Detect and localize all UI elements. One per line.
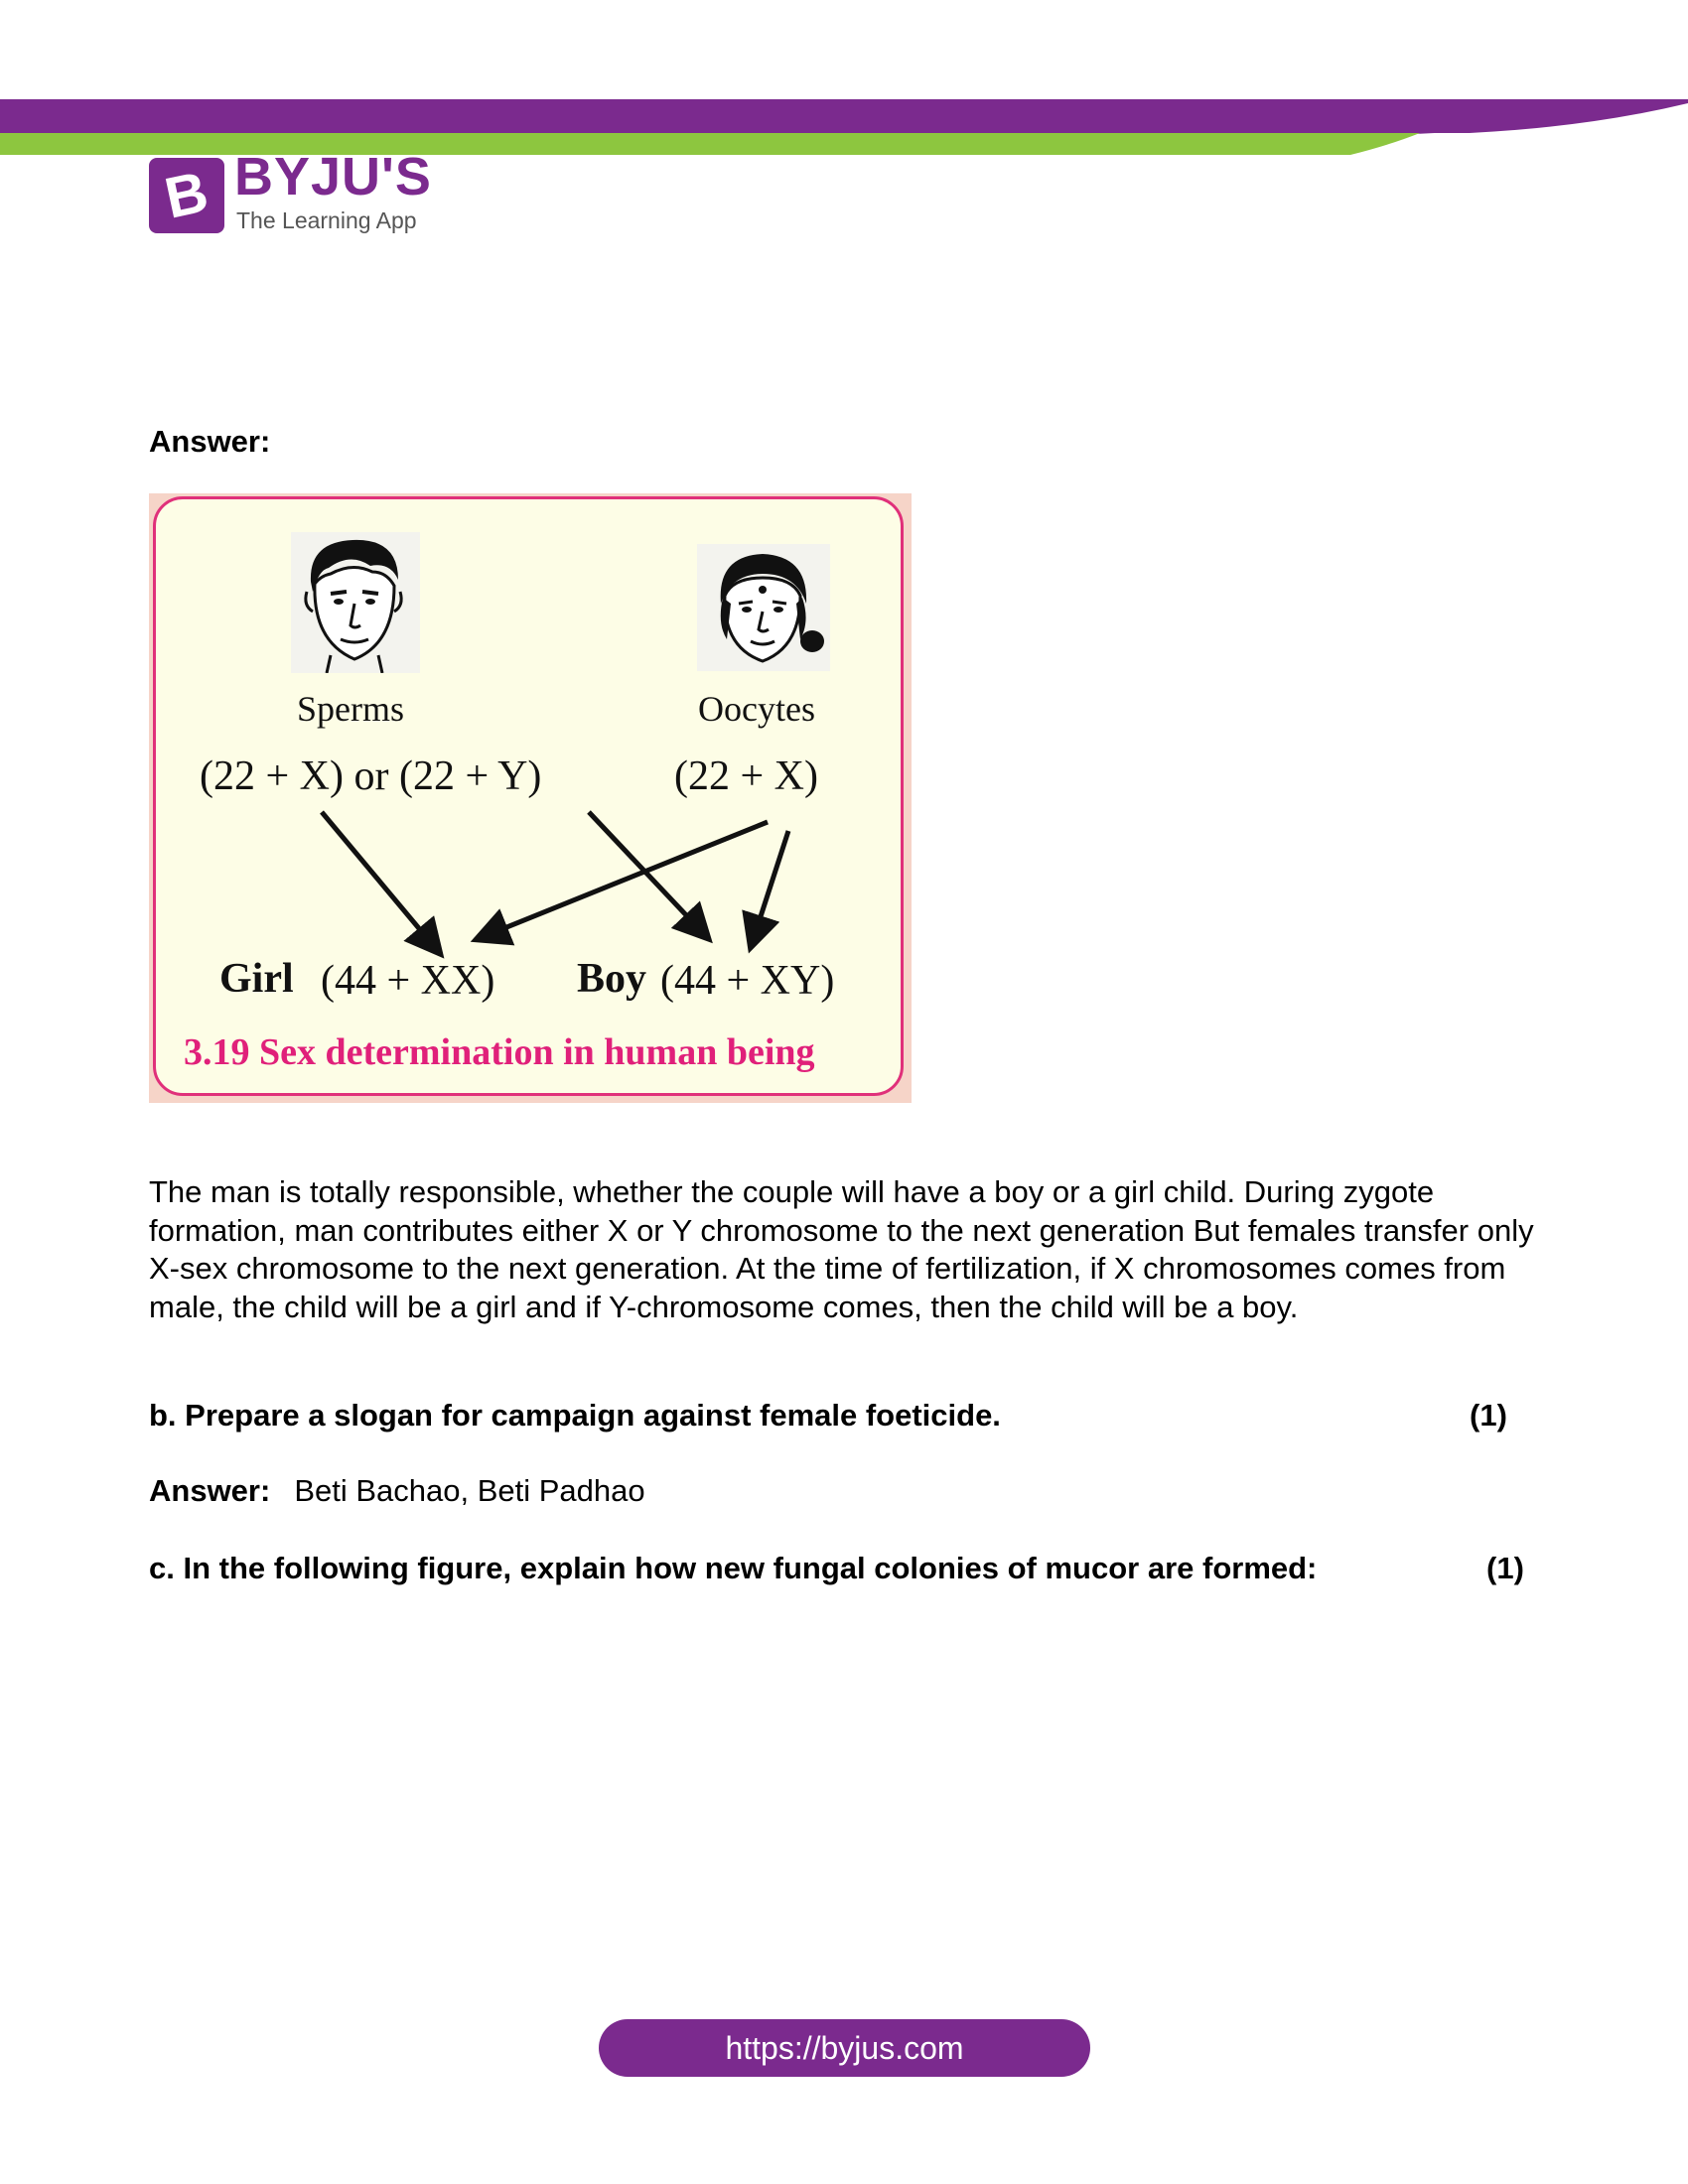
answer-b [149,1473,645,1509]
figure-panel [153,496,904,1096]
boy-formula: (44 + XY) [660,958,835,1004]
oocytes-formula: (22 + X) [674,753,818,799]
sperms-formula: (22 + X) or (22 + Y) [200,753,542,799]
answer-label: Answer: [149,424,271,459]
sperms-label: Sperms [297,689,404,729]
answer-b-text: Beti Bachao, Beti Padhao [294,1473,645,1508]
logo-mark [149,158,224,233]
arrow-oocyte-to-boy [752,831,788,944]
answer-b-label: Answer: [149,1473,271,1508]
girl-word: Girl [219,956,294,1002]
brand-name: BYJU'S [234,147,432,206]
logo-mark-letter: B [159,159,214,231]
byjus-logo [149,147,437,239]
girl-formula: (44 + XX) [321,958,495,1004]
arrow-x-sperm-to-girl [322,812,438,951]
inheritance-arrows [156,499,907,1099]
question-c-marks: (1) [1486,1551,1524,1585]
explanation-paragraph: The man is totally responsible, whether the couple will have a boy or a girl child. During zygote formation, man contributes either X or Y chromosome to the next generation But females transfer only X-sex chromosome to the next generation. At the time of fertilization, if X chromosomes comes from male, the child will be a girl and if Y-chromosome comes, then the child will be a boy. [149,1174,1534,1324]
oocytes-label: Oocytes [698,689,815,729]
question-b: b. Prepare a slogan for campaign against female foeticide. [149,1398,1001,1433]
sex-determination-figure [149,493,912,1103]
arrow-oocyte-to-girl [480,822,768,938]
question-b-marks: (1) [1470,1398,1507,1433]
arrow-y-sperm-to-boy [589,812,706,936]
figure-caption: 3.19 Sex determination in human being [184,1031,815,1073]
question-c: c. In the following figure, explain how new fungal colonies of mucor are formed: [149,1551,1318,1585]
boy-word: Boy [577,956,647,1002]
footer-url-link[interactable]: https://byjus.com [599,2019,1090,2077]
header-band [0,0,1688,169]
brand-tagline: The Learning App [236,207,417,233]
